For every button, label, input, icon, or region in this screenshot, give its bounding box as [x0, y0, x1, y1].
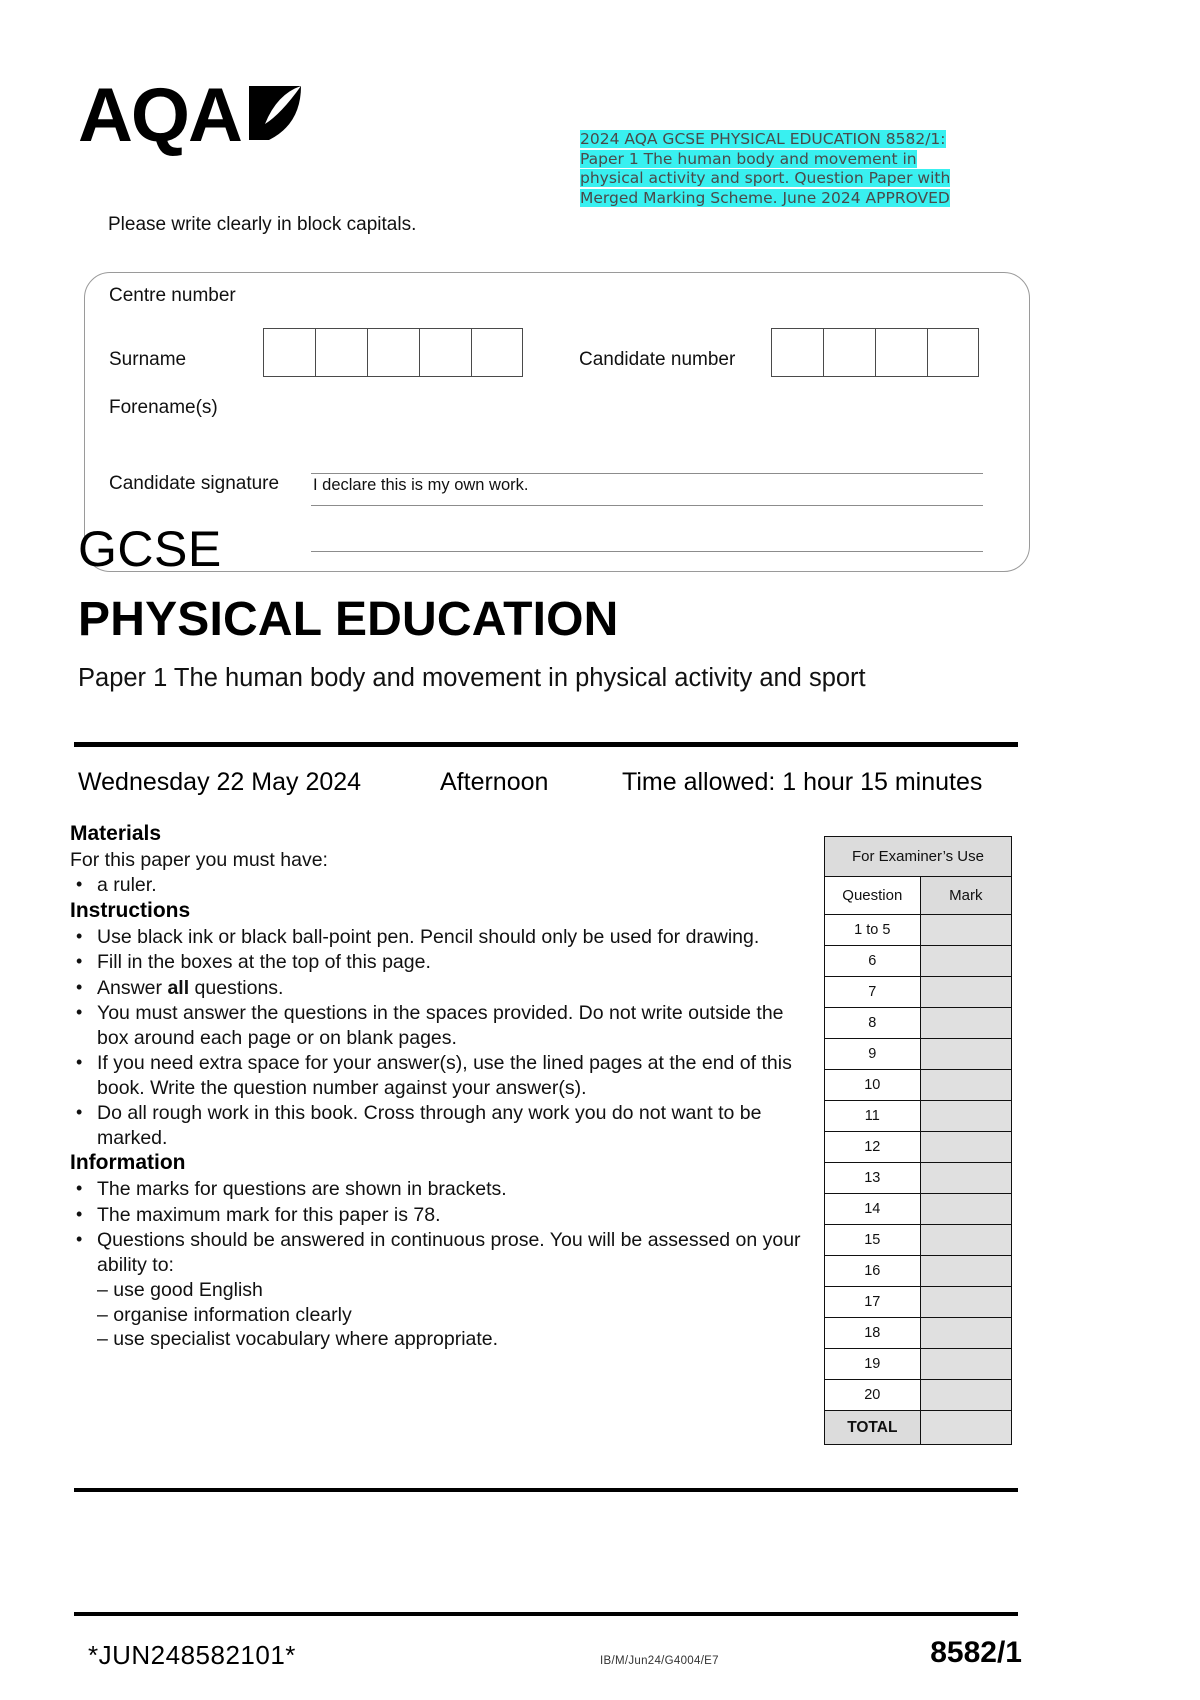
- divider-bottom: [74, 1488, 1018, 1492]
- mark-input-cell[interactable]: [920, 915, 1011, 946]
- question-label: 10: [825, 1070, 921, 1101]
- mark-input-cell[interactable]: [920, 1225, 1011, 1256]
- candidate-number-cell[interactable]: [875, 328, 927, 377]
- divider-top: [74, 742, 1018, 747]
- forenames-label: Forename(s): [109, 397, 218, 418]
- mark-input-cell[interactable]: [920, 1287, 1011, 1318]
- instructions-item: • You must answer the questions in the spaces provided. Do not write outside the box around each page or on blank pages.: [70, 1001, 810, 1050]
- signature-line-middle: [311, 505, 983, 506]
- mark-input-cell[interactable]: [920, 1380, 1011, 1411]
- information-subitem: – use specialist vocabulary where appropriate.: [97, 1328, 499, 1350]
- table-row: [825, 1225, 1012, 1256]
- exam-meta-row: [78, 768, 1022, 797]
- total-label: TOTAL: [825, 1411, 921, 1445]
- materials-item: • a ruler.: [70, 873, 810, 898]
- question-label: 6: [825, 946, 921, 977]
- answer-prefix: Answer: [97, 976, 168, 999]
- table-row: [825, 1008, 1012, 1039]
- question-label: 9: [825, 1039, 921, 1070]
- table-row: [825, 1287, 1012, 1318]
- candidate-number-cell[interactable]: [771, 328, 823, 377]
- instructions-list: [70, 925, 810, 1151]
- information-subitem: – organise information clearly: [97, 1303, 352, 1326]
- information-item: • Questions should be answered in continuous prose. You will be assessed on your ability to:: [70, 1228, 810, 1277]
- instructions-item: • Do all rough work in this book. Cross through any work you do not want to be marked.: [70, 1101, 810, 1150]
- aqa-logo-text: AQA: [78, 73, 241, 158]
- candidate-details-box: [84, 272, 1030, 572]
- print-code: IB/M/Jun24/G4004/E7: [600, 1655, 719, 1667]
- exam-date: Wednesday 22 May 2024: [78, 768, 362, 796]
- mark-input-cell[interactable]: [920, 1101, 1011, 1132]
- question-label: 14: [825, 1194, 921, 1225]
- total-mark-cell[interactable]: [920, 1411, 1011, 1445]
- column-header-question: Question: [825, 877, 921, 915]
- question-label: 17: [825, 1287, 921, 1318]
- mark-input-cell[interactable]: [920, 1349, 1011, 1380]
- aqa-leaf-icon: [247, 84, 303, 142]
- question-label: 19: [825, 1349, 921, 1380]
- materials-list: [70, 873, 810, 898]
- highlighted-note-line-3: physical activity and sport. Question Paper with: [580, 169, 951, 187]
- information-item: • The marks for questions are shown in brackets.: [70, 1177, 810, 1202]
- table-row: [825, 1132, 1012, 1163]
- surname-input-boxes[interactable]: [263, 328, 523, 377]
- candidate-number-input-boxes[interactable]: [771, 328, 979, 377]
- centre-number-label: Centre number: [109, 285, 236, 306]
- examiner-table-body: [825, 837, 1012, 1445]
- highlighted-note-line-1: 2024 AQA GCSE PHYSICAL EDUCATION 8582/1:: [580, 130, 946, 148]
- column-header-mark: Mark: [920, 877, 1011, 915]
- surname-cell[interactable]: [367, 328, 419, 377]
- question-label: 1 to 5: [825, 915, 921, 946]
- table-row: [825, 1163, 1012, 1194]
- table-row: [825, 915, 1012, 946]
- signature-line-top: [311, 473, 983, 474]
- subject-title: PHYSICAL EDUCATION: [78, 593, 619, 646]
- information-item: • The maximum mark for this paper is 78.: [70, 1203, 810, 1228]
- table-row: [825, 1349, 1012, 1380]
- materials-intro: For this paper you must have:: [70, 849, 328, 871]
- exam-session: Afternoon: [440, 768, 549, 796]
- table-row: [825, 837, 1012, 877]
- information-subitem: – use good English: [97, 1279, 263, 1301]
- signature-line-bottom: [311, 551, 983, 552]
- qualification-title: GCSE: [78, 521, 222, 577]
- question-label: 15: [825, 1225, 921, 1256]
- surname-cell[interactable]: [419, 328, 471, 377]
- table-row: [825, 1194, 1012, 1225]
- question-label: 11: [825, 1101, 921, 1132]
- mark-input-cell[interactable]: [920, 1194, 1011, 1225]
- table-row: [825, 1101, 1012, 1132]
- barcode-text: *JUN248582101*: [88, 1640, 296, 1670]
- table-row-total: [825, 1411, 1012, 1445]
- mark-input-cell[interactable]: [920, 1318, 1011, 1349]
- question-label: 13: [825, 1163, 921, 1194]
- mark-input-cell[interactable]: [920, 1008, 1011, 1039]
- cover-instructions-column: [70, 822, 810, 1352]
- materials-heading: Materials: [70, 822, 162, 845]
- instructions-item: • Fill in the boxes at the top of this page.: [70, 950, 810, 975]
- mark-input-cell[interactable]: [920, 977, 1011, 1008]
- table-row: [825, 1070, 1012, 1101]
- surname-label: Surname: [109, 349, 187, 370]
- mark-input-cell[interactable]: [920, 1132, 1011, 1163]
- mark-input-cell[interactable]: [920, 1070, 1011, 1101]
- instructions-item: [70, 976, 810, 1001]
- mark-input-cell[interactable]: [920, 1256, 1011, 1287]
- surname-cell[interactable]: [315, 328, 367, 377]
- surname-cell[interactable]: [263, 328, 315, 377]
- table-row: [825, 1256, 1012, 1287]
- table-row: [825, 1039, 1012, 1070]
- mark-input-cell[interactable]: [920, 1039, 1011, 1070]
- paper-code: 8582/1: [930, 1636, 1022, 1669]
- table-row: [825, 877, 1012, 915]
- instructions-item: • If you need extra space for your answer(s), use the lined pages at the end of this book. Write the question number against your answer(s).: [70, 1051, 810, 1100]
- mark-input-cell[interactable]: [920, 1163, 1011, 1194]
- answer-all-bold: all: [167, 976, 190, 999]
- examiner-table-title: For Examiner’s Use: [825, 837, 1012, 877]
- highlighted-note-line-2: Paper 1 The human body and movement in: [580, 149, 917, 168]
- answer-suffix: questions.: [189, 976, 284, 999]
- declaration-text: I declare this is my own work.: [313, 476, 529, 494]
- highlighted-note-line-4: Merged Marking Scheme. June 2024 APPROVED: [580, 188, 950, 207]
- exam-time-allowed: Time allowed: 1 hour 15 minutes: [622, 768, 983, 796]
- table-row: [825, 1318, 1012, 1349]
- mark-input-cell[interactable]: [920, 946, 1011, 977]
- paper-subtitle: Paper 1 The human body and movement in physical activity and sport: [78, 664, 866, 692]
- candidate-number-label: Candidate number: [579, 349, 736, 370]
- highlighted-note: [580, 130, 1020, 208]
- candidate-number-cell[interactable]: [823, 328, 875, 377]
- aqa-logo: [78, 73, 303, 158]
- table-row: [825, 946, 1012, 977]
- question-label: 18: [825, 1318, 921, 1349]
- divider-footer: [74, 1612, 1018, 1616]
- question-label: 8: [825, 1008, 921, 1039]
- candidate-number-cell[interactable]: [927, 328, 979, 377]
- table-row: [825, 1380, 1012, 1411]
- information-list: [70, 1177, 810, 1277]
- question-label: 20: [825, 1380, 921, 1411]
- block-capitals-note: Please write clearly in block capitals.: [108, 214, 417, 235]
- instructions-heading: Instructions: [70, 898, 191, 922]
- question-label: 12: [825, 1132, 921, 1163]
- surname-cell[interactable]: [471, 328, 523, 377]
- for-examiners-use-table: [824, 836, 1012, 1445]
- question-label: 7: [825, 977, 921, 1008]
- question-label: 16: [825, 1256, 921, 1287]
- table-row: [825, 977, 1012, 1008]
- instructions-item: • Use black ink or black ball-point pen. Pencil should only be used for drawing.: [70, 925, 810, 950]
- information-heading: Information: [70, 1151, 186, 1174]
- candidate-signature-label: Candidate signature: [109, 473, 280, 494]
